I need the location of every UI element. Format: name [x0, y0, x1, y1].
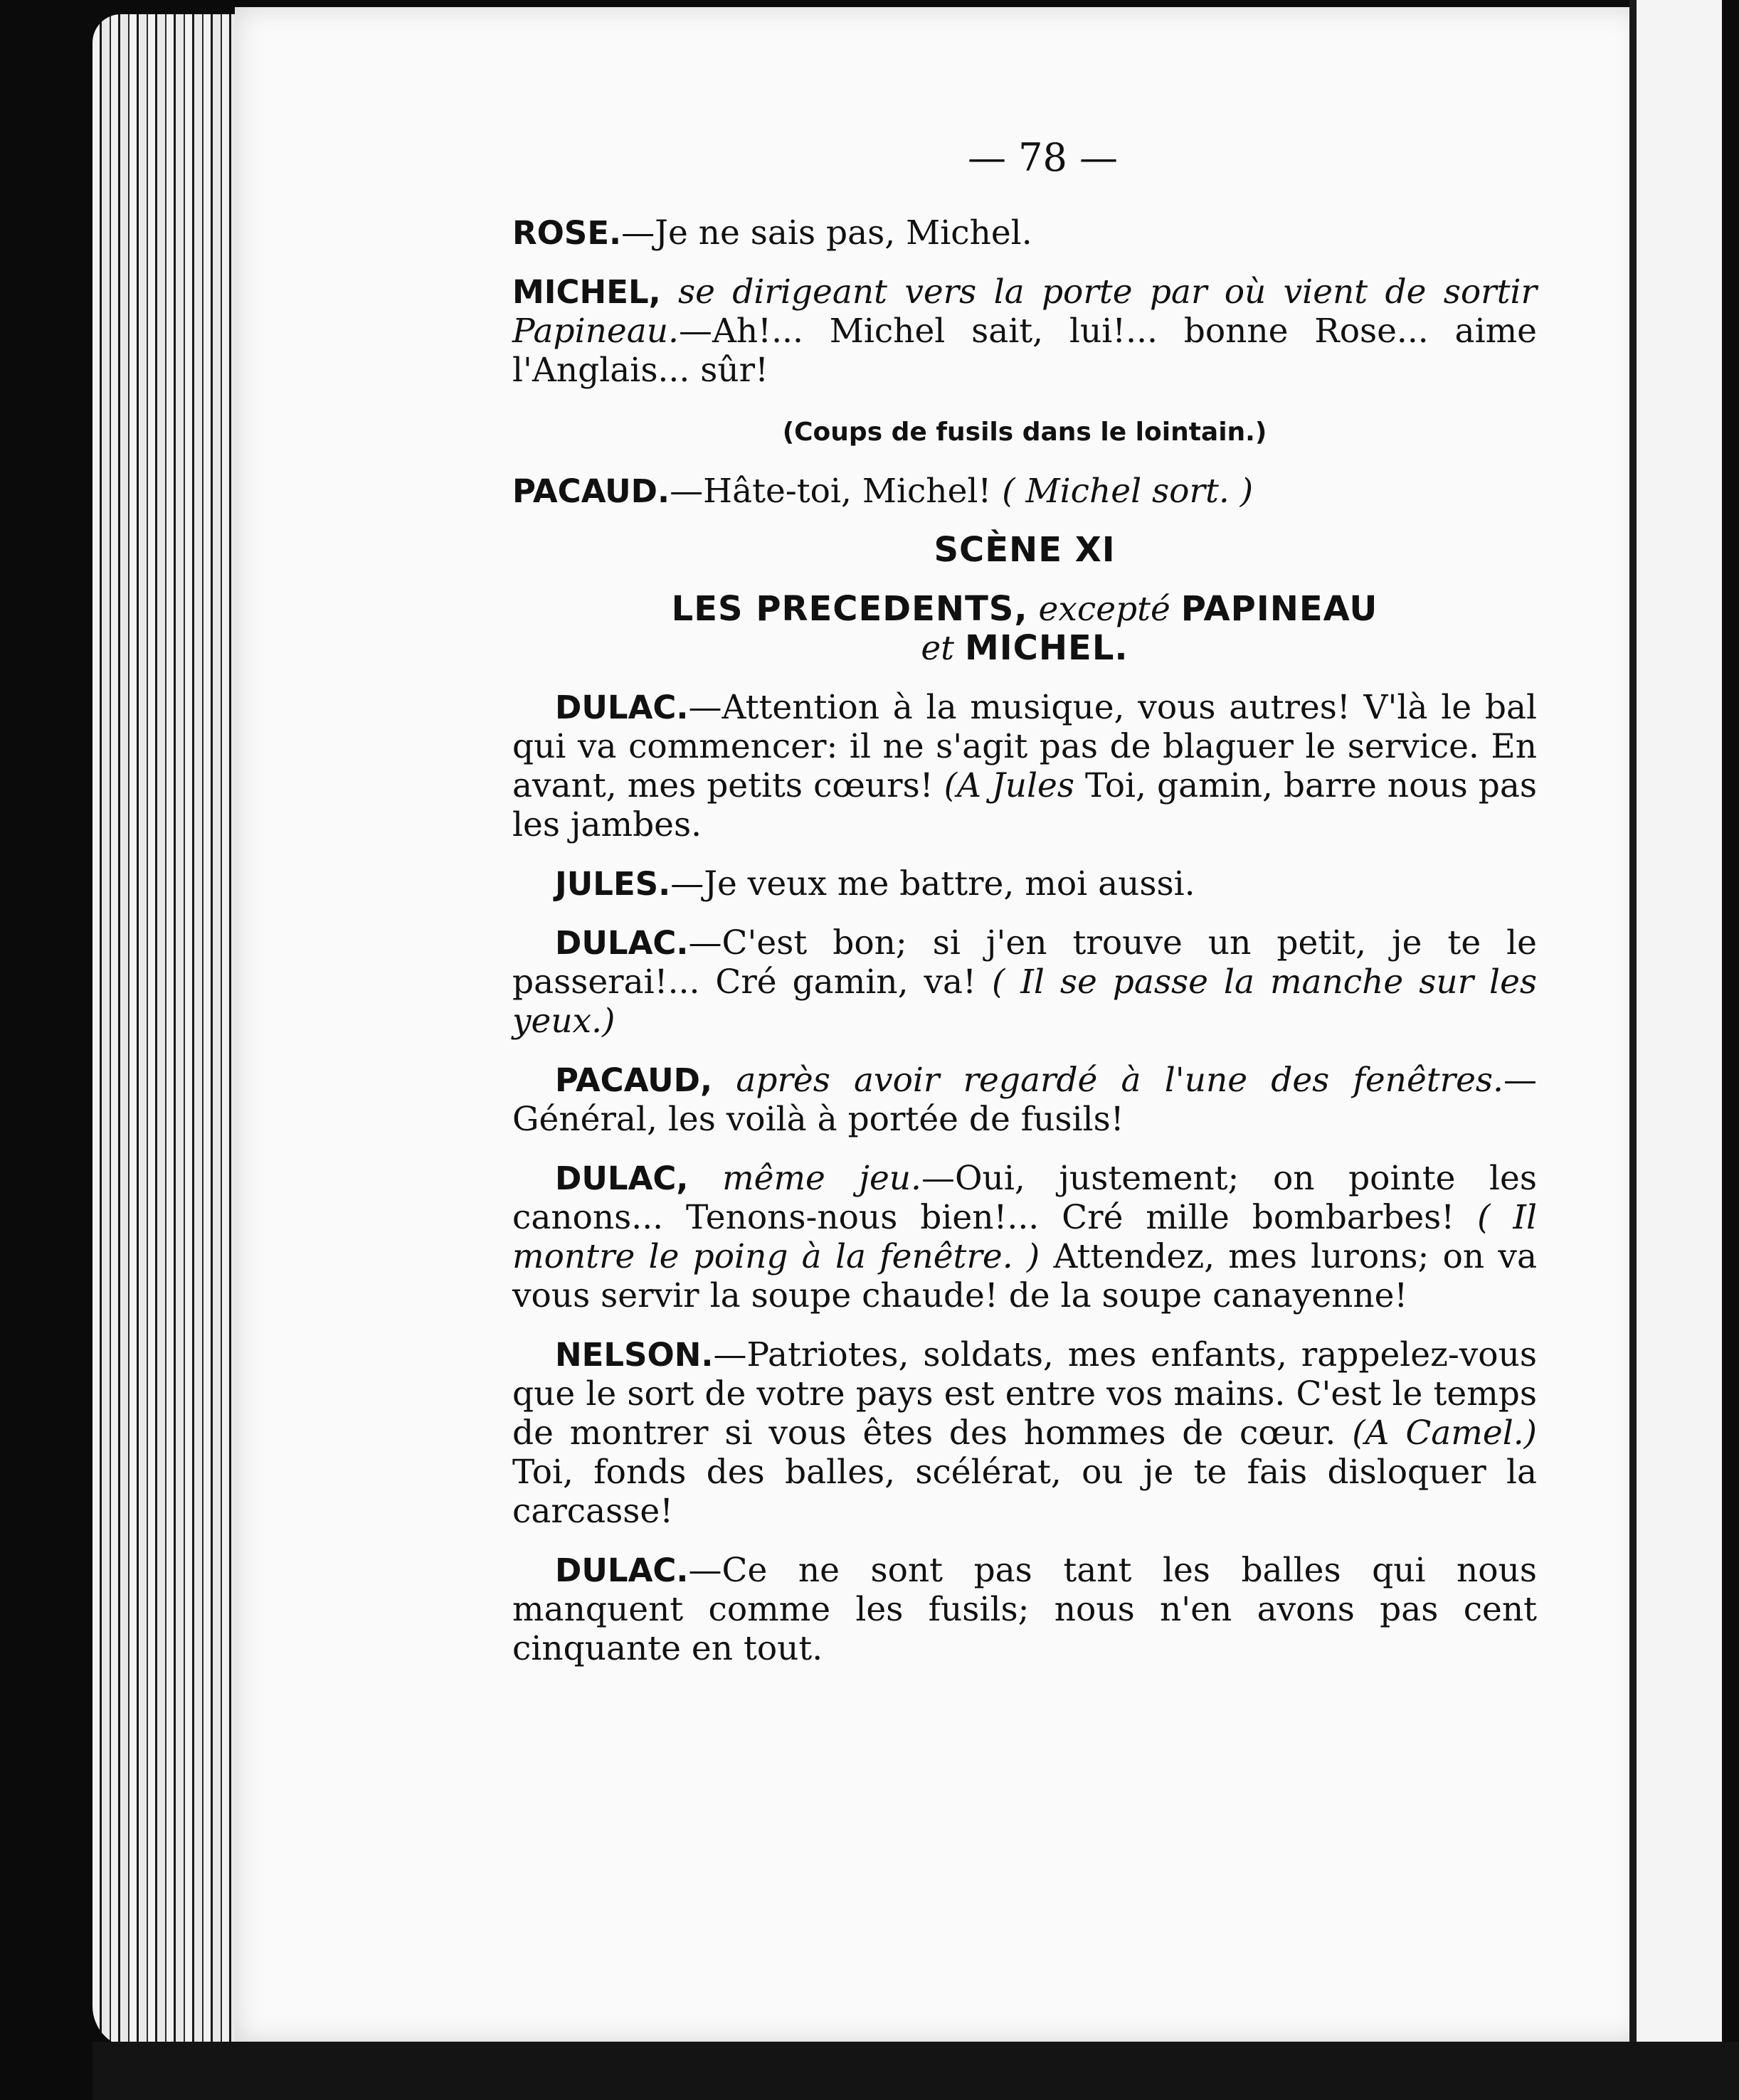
- speech: —C'est bon; si j'en trouve un petit, je te le passerai!... Cré gamin, va!: [512, 923, 1537, 1002]
- speech: —Je veux me battre, moi aussi.: [670, 864, 1195, 903]
- dialogue-dulac-2: [512, 923, 1537, 1041]
- speaker: ROSE.: [512, 214, 622, 252]
- scene-heading: [512, 531, 1537, 570]
- page-number: — 78 —: [968, 135, 1119, 180]
- stage-direction: ( Michel sort. ): [1002, 472, 1254, 511]
- speech: Toi, gamin, barre nous pas les jambes.: [512, 766, 1537, 844]
- speaker: DULAC.: [555, 924, 689, 962]
- speaker: JULES.: [555, 865, 671, 903]
- speech: —Patriotes, soldats, mes enfants, rappelez-vous que le sort de votre pays est entre vos mains. C'est le temps de montrer si vous êtes des hommes de cœur.: [512, 1335, 1537, 1453]
- dialogue-dulac-4: [512, 1551, 1537, 1668]
- scene-characters: [512, 590, 1537, 668]
- stage-direction: (A Jules: [944, 766, 1074, 805]
- stage-direction: ( Il montre le poing à la fenêtre. ): [512, 1198, 1537, 1276]
- characters-part: et: [921, 629, 965, 668]
- characters-part: PAPINEAU: [1180, 589, 1378, 629]
- speaker: NELSON.: [555, 1336, 714, 1374]
- page-text: [512, 128, 1537, 1688]
- speaker: MICHEL,: [512, 273, 661, 311]
- bottom-dark-band: [92, 2042, 1739, 2100]
- speaker: PACAUD.: [512, 472, 670, 510]
- dialogue-rose: [512, 213, 1537, 253]
- speaker: DULAC.: [555, 689, 689, 726]
- dialogue-jules: [512, 864, 1537, 903]
- right-margin-strip: [1629, 0, 1722, 2100]
- stage-direction: après avoir regardé à l'une des fenêtres.: [712, 1061, 1503, 1100]
- characters-part: MICHEL.: [965, 628, 1128, 668]
- speech: Attendez, mes lurons; on va vous servir la soupe chaude! de la soupe canayenne!: [512, 1237, 1537, 1315]
- stage-direction: même jeu.: [688, 1159, 922, 1198]
- stage-note-text: (Coups de fusils dans le lointain.): [782, 418, 1267, 447]
- speech: —Ce ne sont pas tant les balles qui nous manquent comme les fusils; nous n'en avons pas cent cinquante en tout.: [512, 1551, 1537, 1668]
- speaker: DULAC.: [555, 1552, 689, 1589]
- dialogue-nelson: [512, 1335, 1537, 1531]
- dialogue-michel: [512, 272, 1537, 390]
- characters-part: LES PRECEDENTS,: [671, 589, 1028, 629]
- speech: —Ah!... Michel sait, lui!... bonne Rose... aime l'Anglais... sûr!: [512, 312, 1537, 390]
- dialogue-dulac-1: [512, 688, 1537, 844]
- stage-direction: ( Il se passe la manche sur les yeux.): [512, 962, 1538, 1041]
- speech: —Hâte-toi, Michel!: [670, 472, 1003, 511]
- stage-direction: se dirigeant vers la porte par où vient de sortir Papineau.: [512, 272, 1537, 351]
- scene-title: SCÈNE XI: [934, 530, 1116, 570]
- characters-part: excepté: [1027, 590, 1181, 629]
- dialogue-pacaud: [512, 472, 1537, 511]
- speaker: PACAUD,: [555, 1061, 713, 1099]
- speech: —Je ne sais pas, Michel.: [621, 213, 1032, 253]
- stage-note: [512, 410, 1537, 452]
- speaker: DULAC,: [555, 1160, 689, 1197]
- dialogue-dulac-3: [512, 1159, 1537, 1315]
- speech: —Attention à la musique, vous autres! V'là le bal qui va commencer: il ne s'agit pas de blaguer le service. En avant, mes petits cœurs!: [512, 688, 1537, 805]
- dialogue-pacaud-2: [512, 1061, 1537, 1139]
- speech: —Oui, justement; on pointe les canons... Tenons-nous bien!... Cré mille bombarbes!: [512, 1159, 1537, 1237]
- speech: —Général, les voilà à portée de fusils!: [512, 1061, 1537, 1139]
- stage-direction: (A Camel.): [1352, 1414, 1538, 1453]
- speech: Toi, fonds des balles, scélérat, ou je te fais disloquer la carcasse!: [512, 1453, 1537, 1531]
